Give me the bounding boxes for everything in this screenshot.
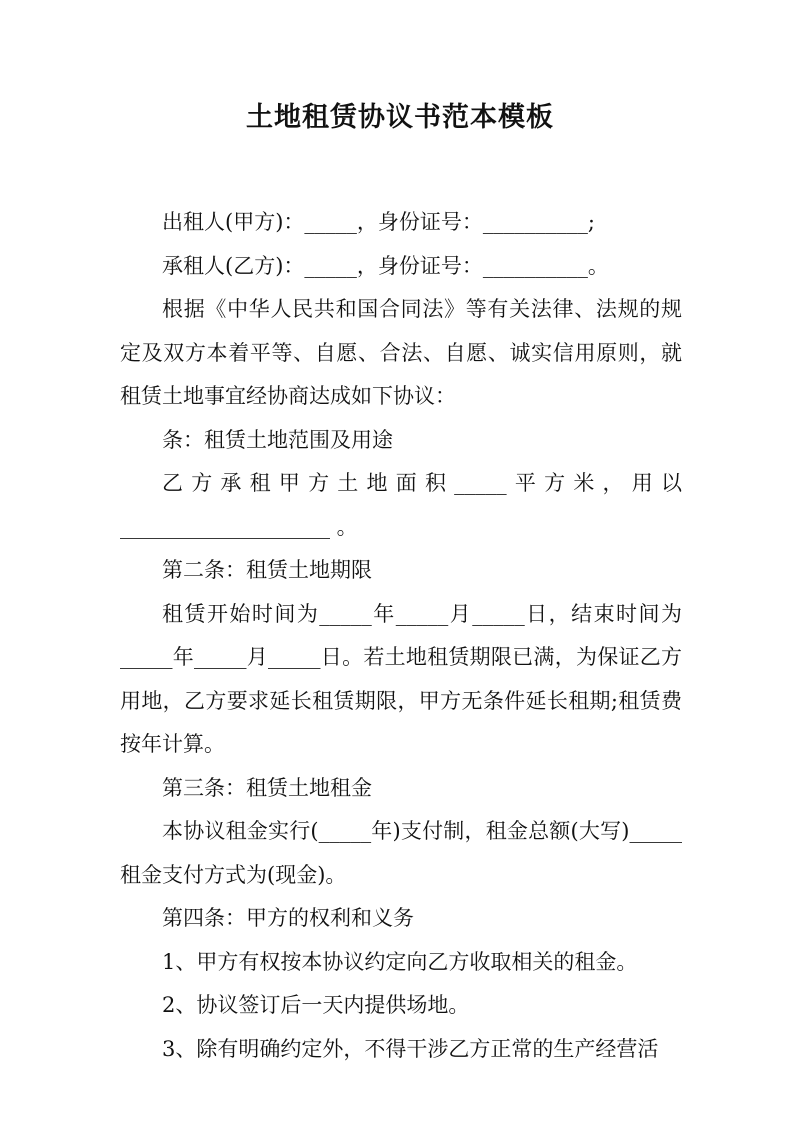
article-1-text: 乙方承租甲方土地面积_____平方米，用以 [162, 471, 682, 495]
document-body [120, 201, 682, 1071]
lessee-line: 承租人(乙方)：_____，身份证号：__________。 [162, 253, 609, 278]
preamble-paragraph: 根据《中华人民共和国合同法》等有关法律、法规的规定及双方本着平等、自愿、合法、自愿、诚实信用原则，就租赁土地事宜经协商达成如下协议： [120, 297, 682, 408]
article-1-heading: 条：租赁土地范围及用途 [162, 427, 393, 452]
article-1-text-tail: ____________________ 。 [120, 514, 358, 539]
article-4-item-2: 2、协议签订后一天内提供场地。 [162, 993, 470, 1017]
article-2-text: 租赁开始时间为_____年_____月_____日，结束时间为_____年_____月_____日。若土地租赁期限已满，为保证乙方用地，乙方要求延长租赁期限，甲方无条件延长租期;租赁费按年计算。 [120, 601, 682, 756]
article-2-heading: 第二条：租赁土地期限 [162, 558, 372, 582]
article-4-item-3: 3、除有明确约定外，不得干涉乙方正常的生产经营活 [162, 1036, 659, 1061]
lessor-line: 出租人(甲方)：_____，身份证号：__________; [162, 210, 595, 234]
document-title: 土地租赁协议书范本模板 [246, 102, 554, 133]
article-3-text: 本协议租金实行(_____年)支付制，租金总额(大写)_____租金支付方式为(现金)。 [120, 819, 682, 887]
article-3-heading: 第三条：租赁土地租金 [162, 775, 372, 800]
article-4-item-1: 1、甲方有权按本协议约定向乙方收取相关的租金。 [162, 949, 638, 974]
article-4-heading: 第四条：甲方的权利和义务 [162, 906, 414, 930]
